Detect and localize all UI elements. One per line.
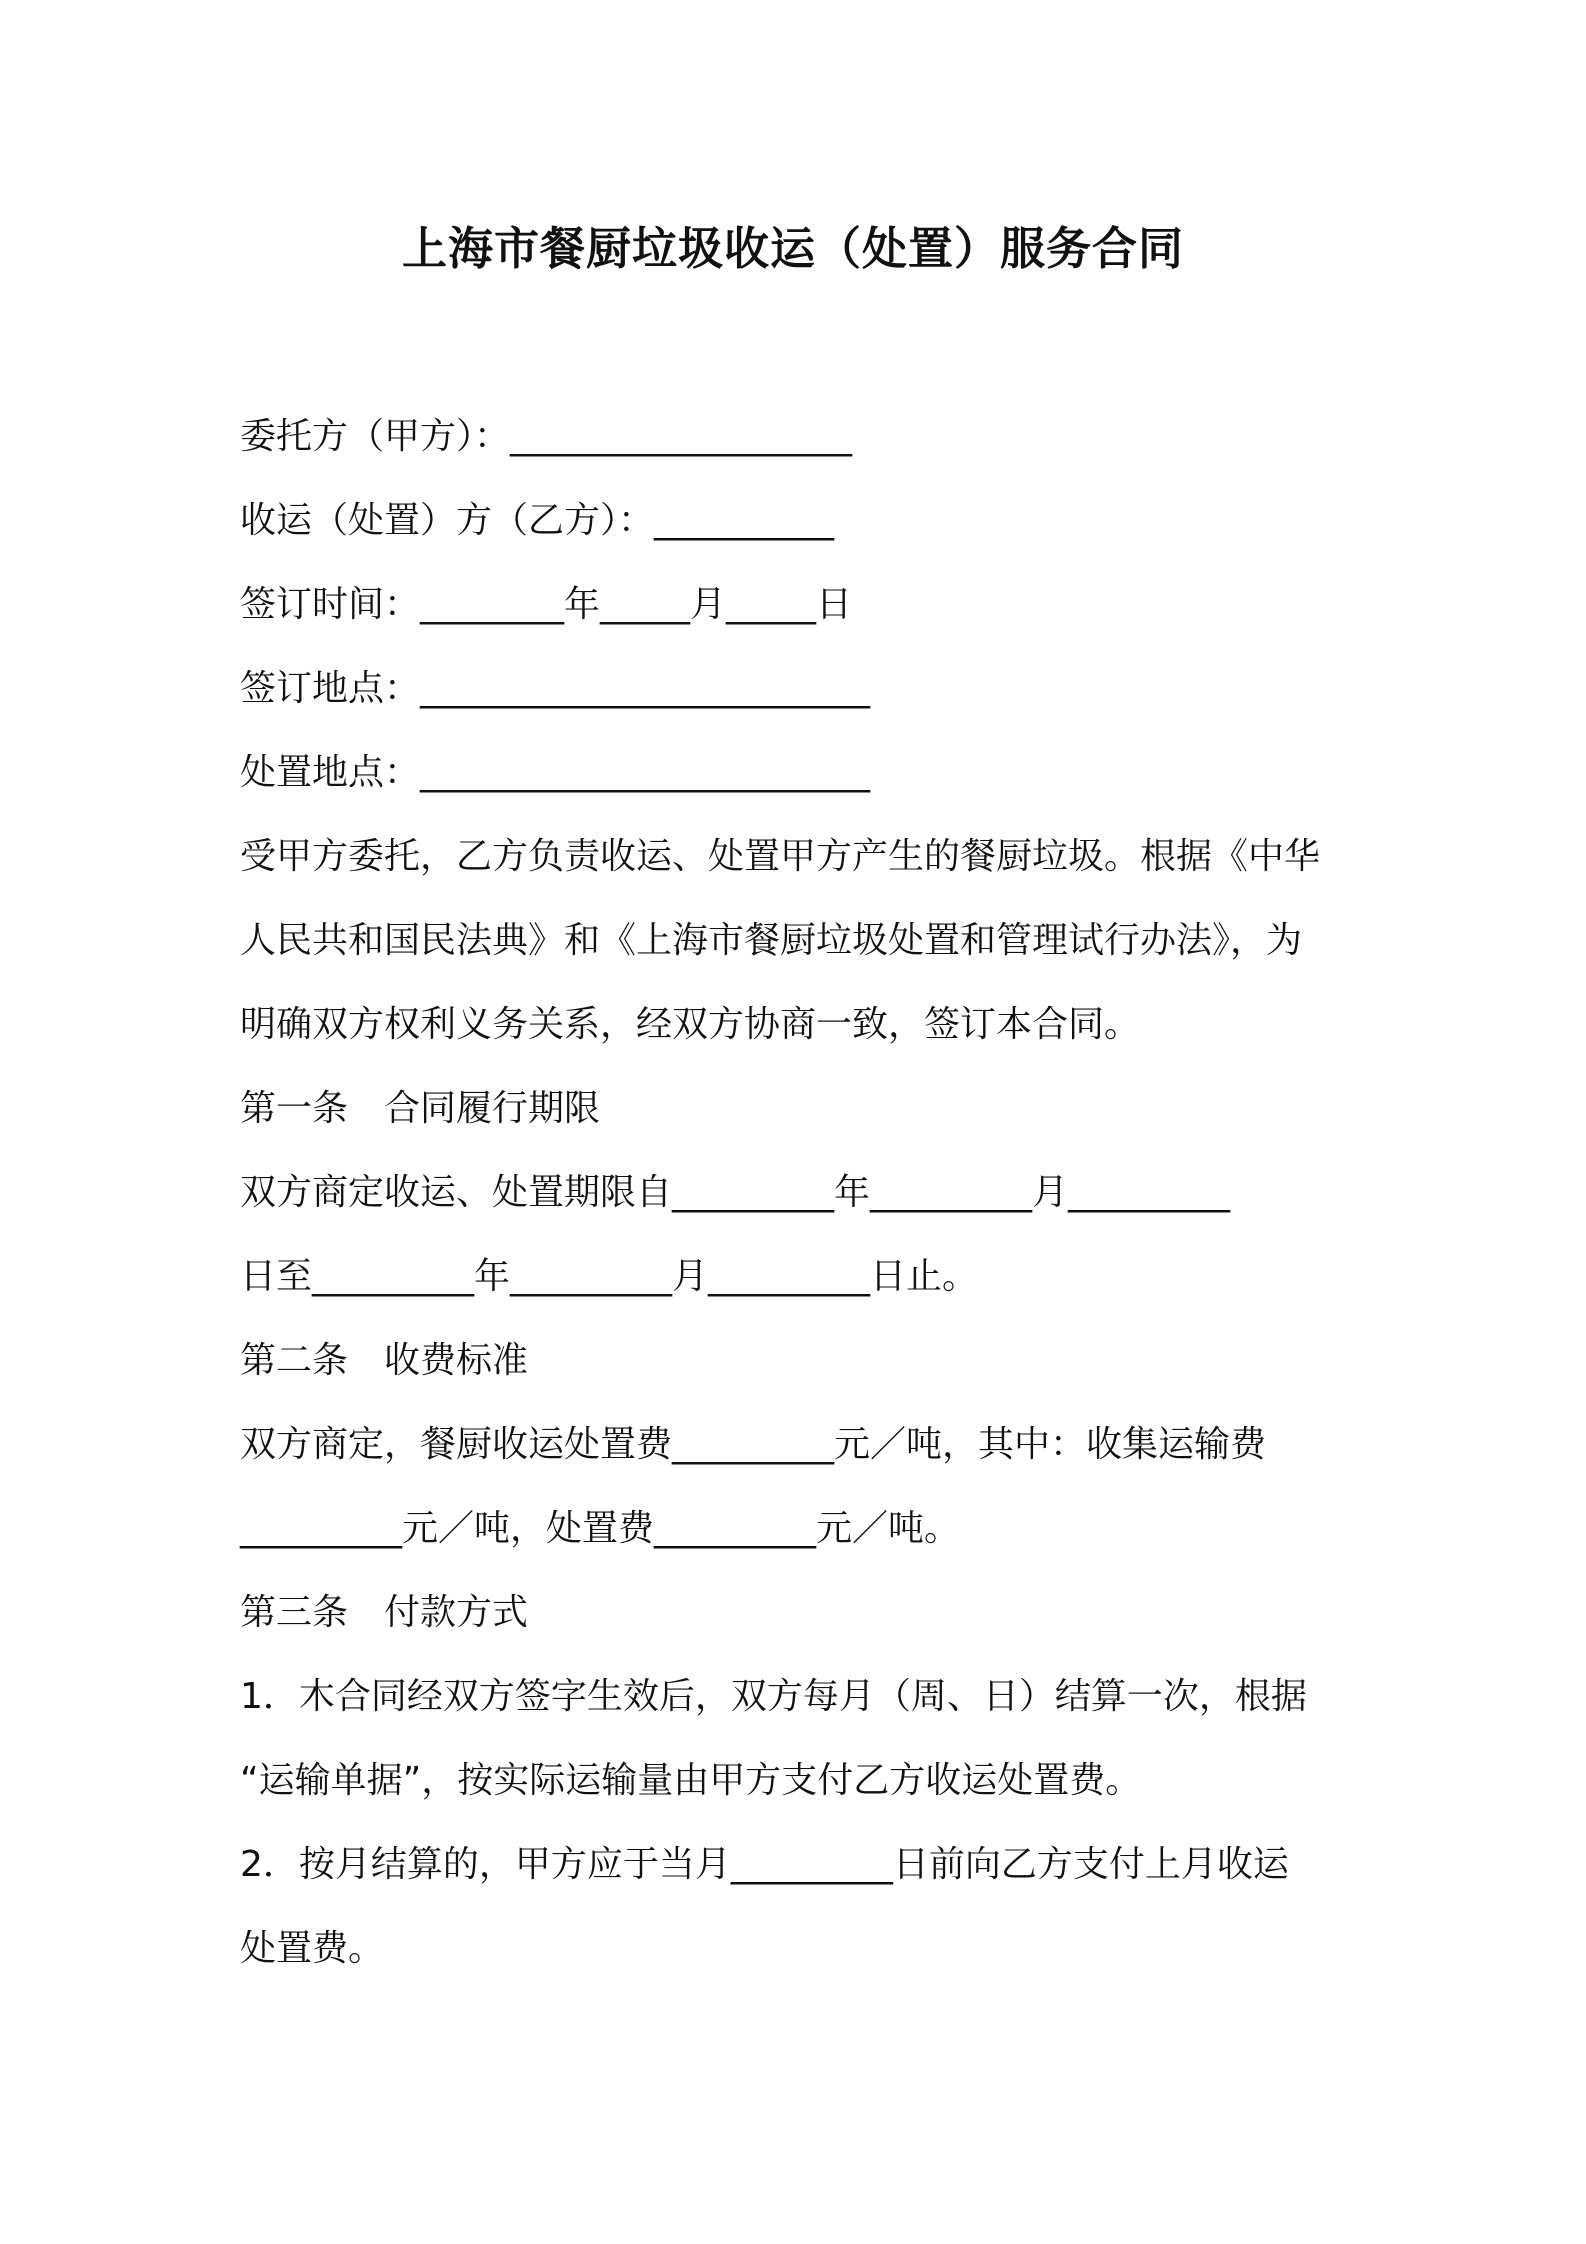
article-3-item-2-line-1: 2．按月结算的，甲方应于当月_________日前向乙方支付上月收运 bbox=[240, 1844, 1289, 1885]
party-b-line: 收运（处置）方（乙方）：__________ bbox=[240, 500, 835, 541]
party-a-line: 委托方（甲方）：___________________ bbox=[240, 416, 853, 457]
signing-date-line: 签订时间：________年_____月_____日 bbox=[240, 584, 853, 625]
preamble-line-1: 受甲方委托，乙方负责收运、处置甲方产生的餐厨垃圾。根据《中华 bbox=[240, 836, 1321, 877]
article-3-item-1-line-1: 1．木合同经双方签字生效后，双方每月（周、日）结算一次，根据 bbox=[240, 1676, 1307, 1717]
article-2-heading: 第二条 收费标准 bbox=[240, 1340, 529, 1381]
article-3-item-2-line-2: 处置费。 bbox=[240, 1928, 385, 1969]
contract-title: 上海市餐厨垃圾收运（处置）服务合同 bbox=[401, 222, 1184, 275]
preamble-line-3: 明确双方权利义务关系，经双方协商一致，签订本合同。 bbox=[240, 1004, 1141, 1045]
signing-place-line: 签订地点：_________________________ bbox=[240, 668, 871, 709]
article-1-heading: 第一条 合同履行期限 bbox=[240, 1088, 601, 1129]
article-3-item-1-line-2: “运输单据”，按实际运输量由甲方支付乙方收运处置费。 bbox=[240, 1760, 1142, 1801]
article-2-line-2: _________元／吨，处置费_________元／吨。 bbox=[240, 1508, 961, 1549]
disposal-place-line: 处置地点：_________________________ bbox=[240, 752, 871, 793]
article-2-line-1: 双方商定，餐厨收运处置费_________元／吨，其中：收集运输费 bbox=[240, 1424, 1267, 1465]
article-3-heading: 第三条 付款方式 bbox=[240, 1592, 529, 1633]
article-1-line-2: 日至_________年_________月_________日止。 bbox=[240, 1256, 979, 1297]
article-1-line-1: 双方商定收运、处置期限自_________年_________月_________ bbox=[240, 1172, 1231, 1213]
preamble-line-2: 人民共和国民法典》和《上海市餐厨垃圾处置和管理试行办法》，为 bbox=[240, 920, 1303, 961]
